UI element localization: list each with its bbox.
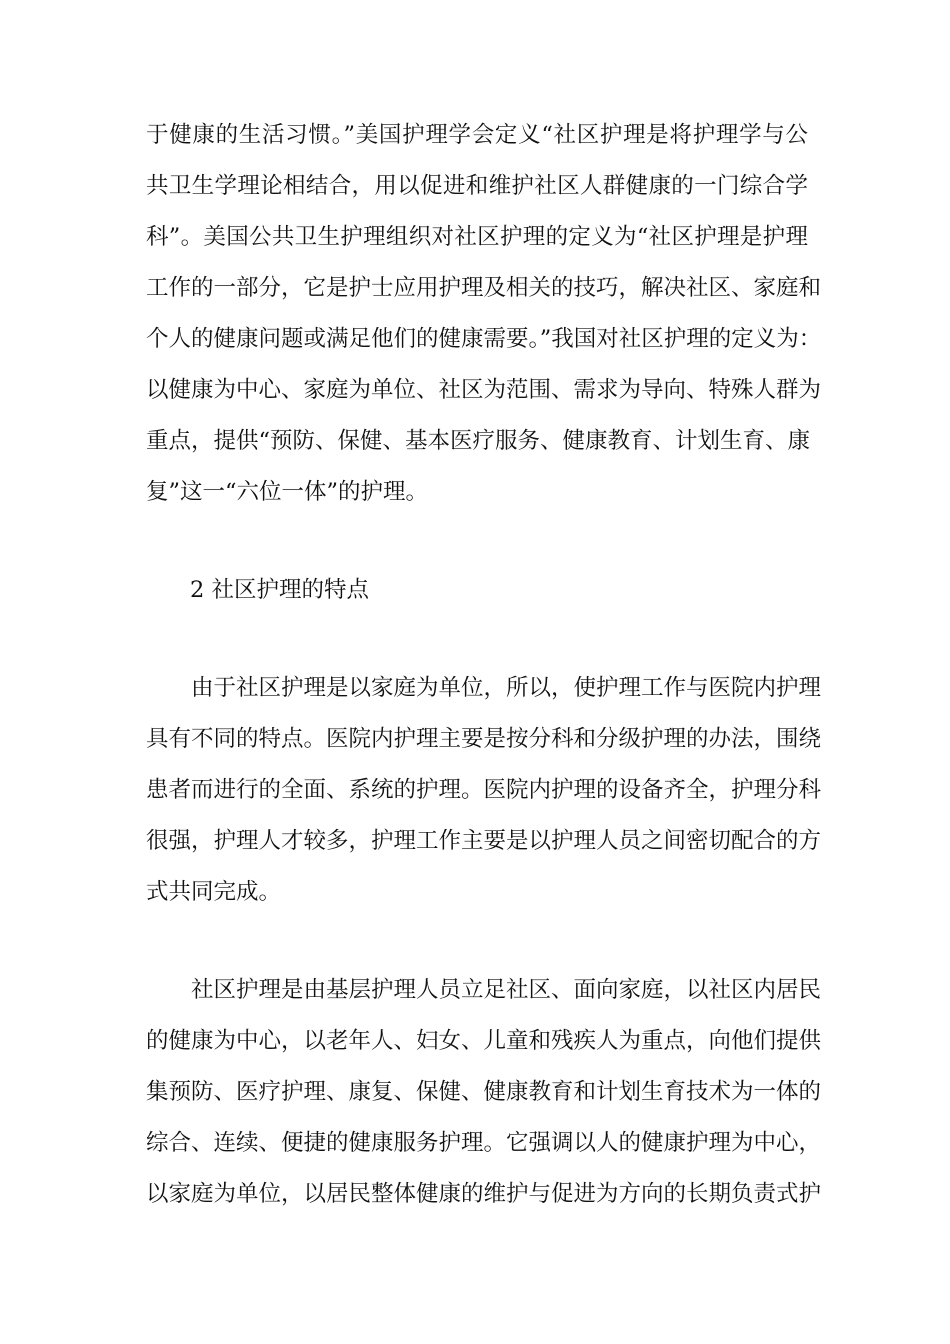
text-line: 患者而进行的全面、系统的护理。医院内护理的设备齐全，护理分科: [146, 777, 822, 803]
text-line: 重点，提供“预防、保健、基本医疗服务、健康教育、计划生育、康: [146, 428, 811, 454]
document-page: [146, 110, 822, 1220]
text-line: 科”。美国公共卫生护理组织对社区护理的定义为“社区护理是护理: [146, 224, 808, 250]
paragraph-gap: [146, 918, 808, 965]
text-line: 具有不同的特点。医院内护理主要是按分科和分级护理的办法，围绕: [146, 726, 822, 752]
text-line: 社区护理是由基层护理人员立足社区、面向家庭，以社区内居民: [191, 977, 822, 1003]
paragraph-definition: [146, 110, 822, 518]
text-line: 集预防、医疗护理、康复、保健、健康教育和计划生育技术为一体的: [146, 1079, 822, 1105]
text-line: 以健康为中心、家庭为单位、社区为范围、需求为导向、特殊人群为: [146, 377, 822, 403]
text-line: 共卫生学理论相结合，用以促进和维护社区人群健康的一门综合学: [146, 173, 808, 199]
text-line: 工作的一部分，它是护士应用护理及相关的技巧，解决社区、家庭和: [146, 275, 822, 301]
paragraph-community-nursing: [146, 965, 822, 1220]
paragraph-hospital-nursing: [146, 663, 822, 918]
text-line: 以家庭为单位，以居民整体健康的维护与促进为方向的长期负责式护: [146, 1181, 822, 1207]
text-line: 综合、连续、便捷的健康服务护理。它强调以人的健康护理为中心，: [146, 1130, 822, 1156]
text-line: 式共同完成。: [146, 879, 282, 905]
paragraph-gap: [146, 518, 808, 565]
text-line: 的健康为中心，以老年人、妇女、儿童和残疾人为重点，向他们提供: [146, 1028, 822, 1054]
text-line: 复”这一“六位一体”的护理。: [146, 479, 429, 505]
text-line: 很强，护理人才较多，护理工作主要是以护理人员之间密切配合的方: [146, 828, 822, 854]
paragraph-gap: [146, 616, 808, 663]
text-line: 个人的健康问题或满足他们的健康需要。”我国对社区护理的定义为：: [146, 326, 822, 352]
text-line: 于健康的生活习惯。”美国护理学会定义“社区护理是将护理学与公: [146, 122, 808, 148]
section-heading: 2 社区护理的特点: [190, 577, 369, 603]
text-line: 由于社区护理是以家庭为单位，所以，使护理工作与医院内护理: [191, 675, 822, 701]
